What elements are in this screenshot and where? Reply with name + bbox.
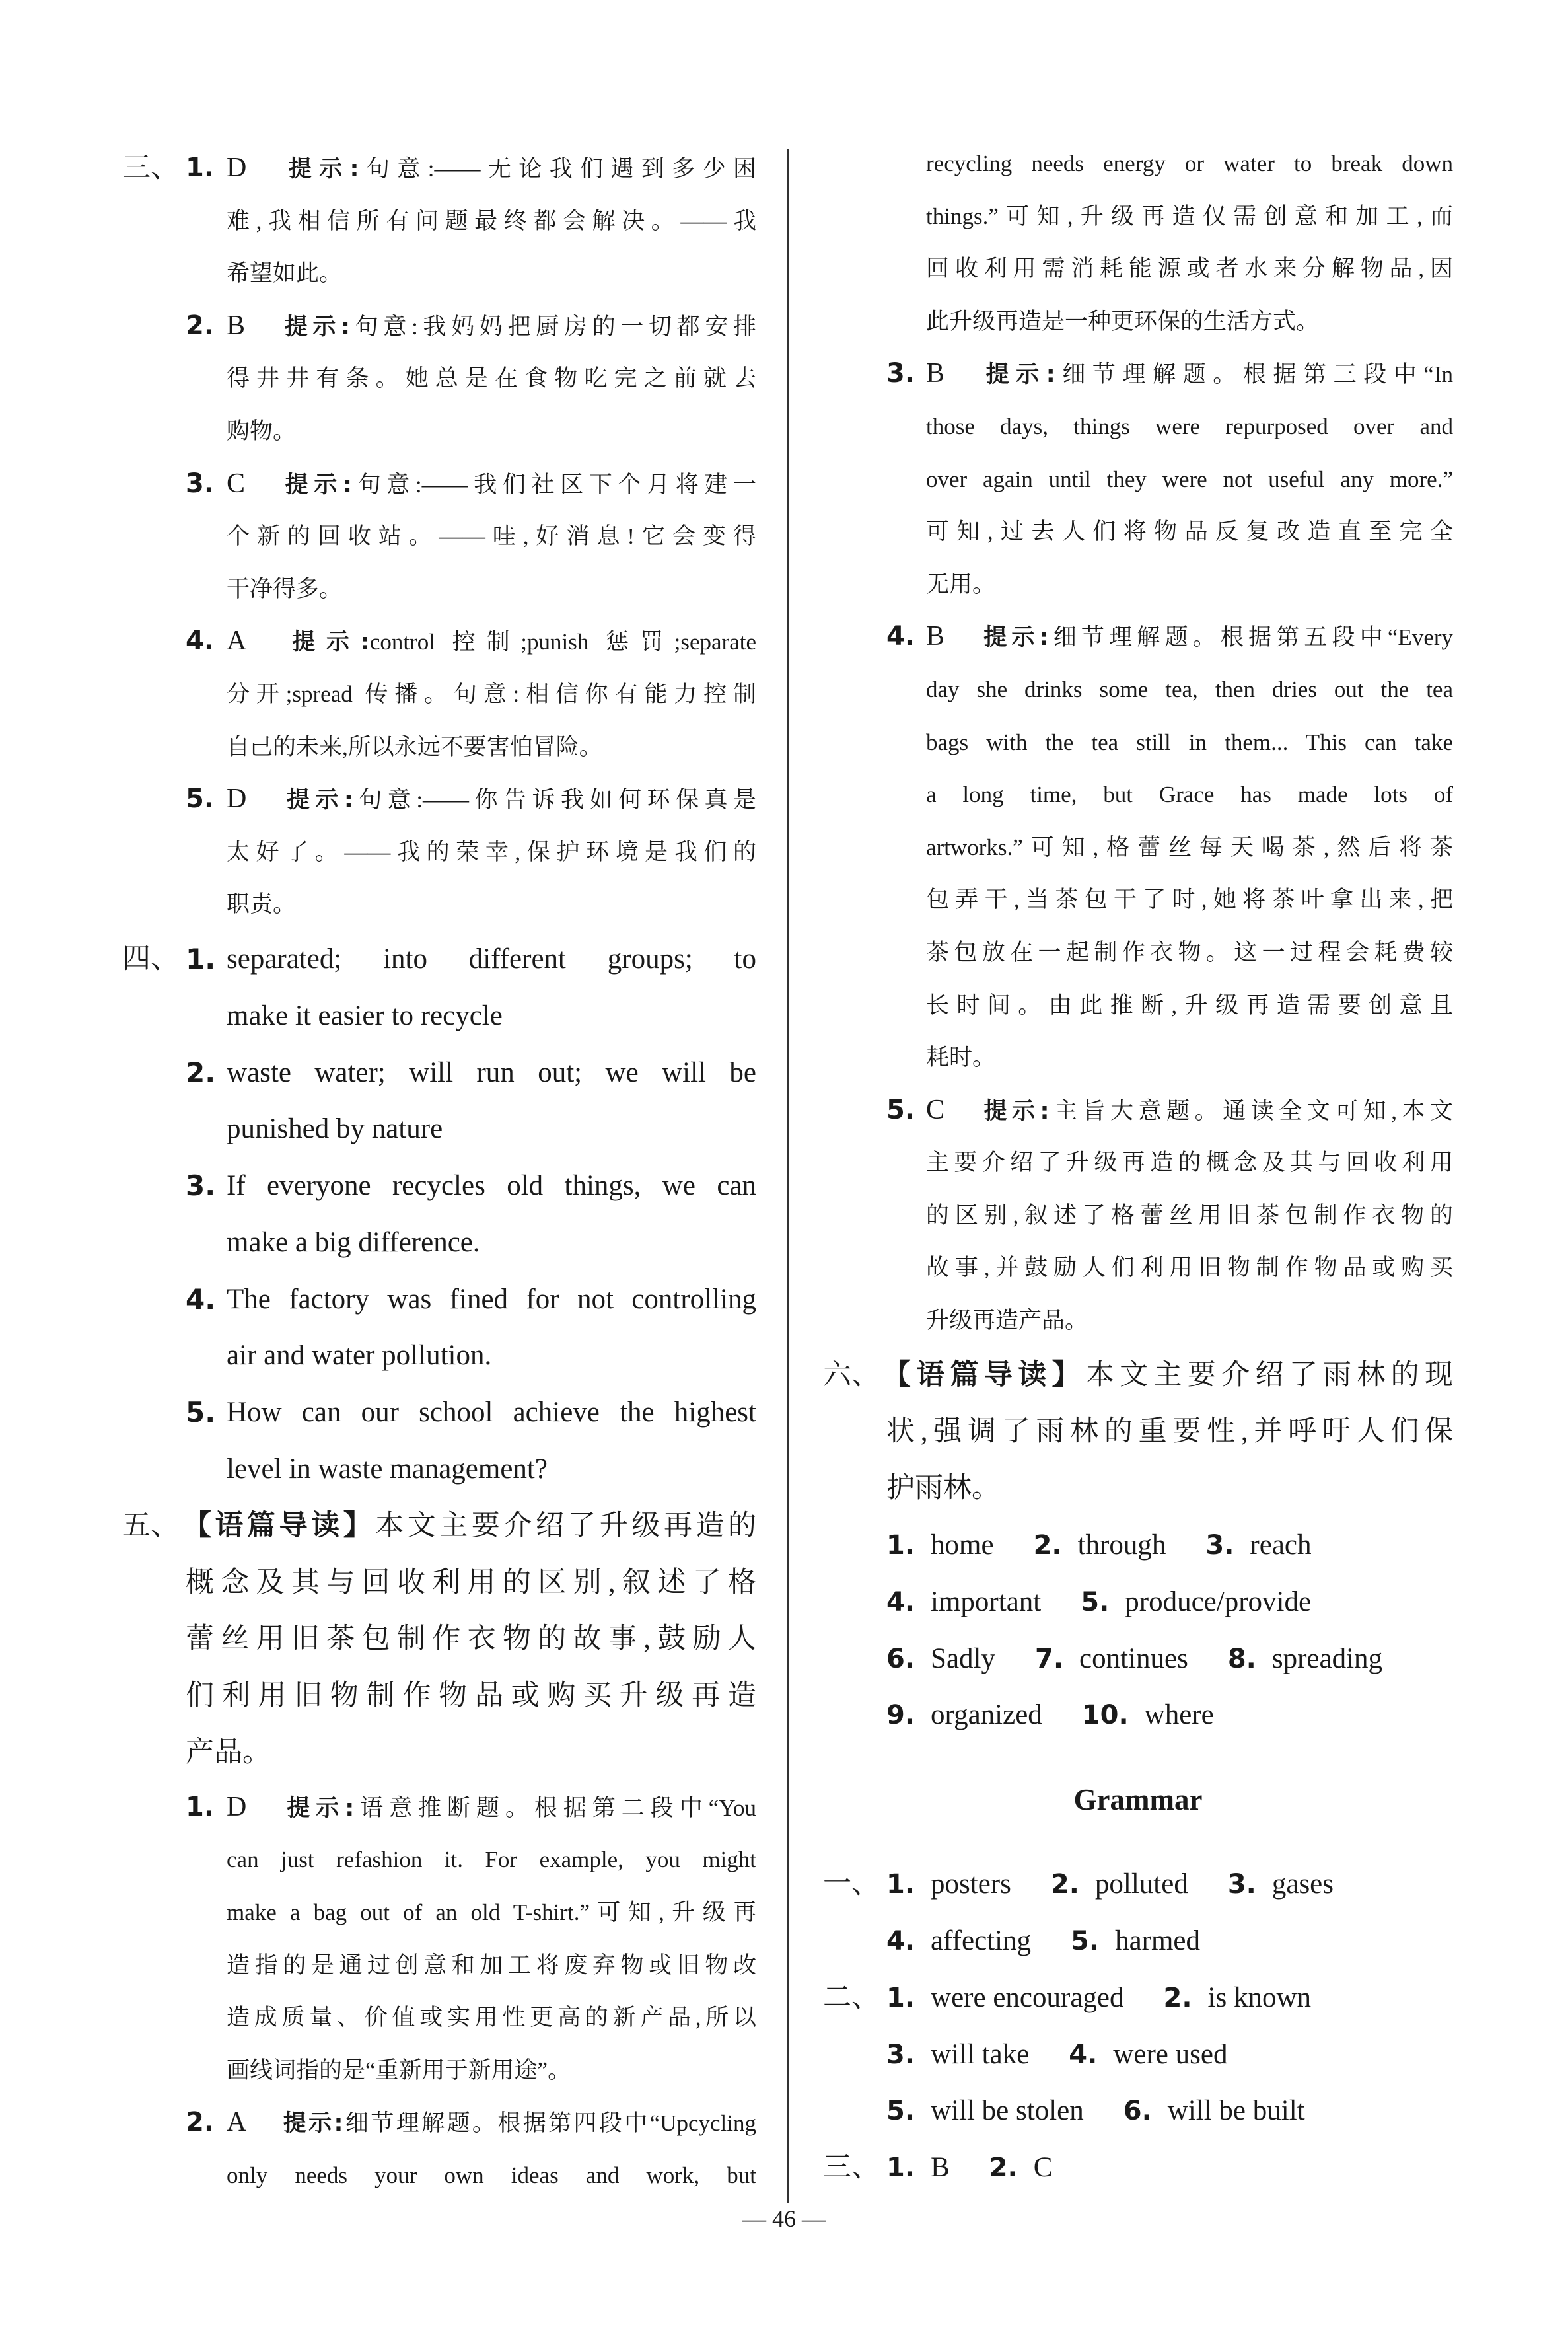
text-line (823, 400, 1453, 453)
answer-text: will be stolen (931, 2095, 1084, 2127)
answer-pair (1035, 1643, 1188, 1674)
answer-block (823, 1084, 1453, 1347)
text-line (122, 1886, 756, 1939)
page-number: — 46 — (742, 2205, 826, 2232)
text-line (122, 1441, 756, 1498)
line-text: day she drinks some tea, then dries out the tea (926, 676, 1453, 702)
text-line (122, 405, 756, 458)
text-line (122, 1158, 756, 1214)
text-line (122, 1724, 756, 1781)
answer-pair (1164, 1982, 1312, 2013)
answer-text: were encouraged (931, 1981, 1124, 2013)
line-text: things.”可知,升级再造仅需创意和加工,而 (926, 203, 1453, 229)
answer-pair (1051, 1868, 1188, 1900)
answer-pair (1228, 1643, 1382, 1674)
answer-pair (1034, 1530, 1166, 1561)
line-text: 故事,并鼓励人们利用旧物制作物品或购买 (926, 1255, 1453, 1281)
line-text: 造指的是通过创意和加工将废弃物或旧物改 (227, 1952, 756, 1978)
line-text: 句意:——你告诉我如何环保真是 (353, 787, 756, 813)
question-number: 3. (1205, 1530, 1234, 1561)
answer-row (823, 1517, 1453, 1574)
text-line (122, 1555, 756, 1611)
text-line (122, 878, 756, 931)
answer-letter: A (227, 626, 247, 657)
answer-pair (1069, 2039, 1227, 2070)
answer-text: is known (1207, 1981, 1312, 2013)
answer-pair (886, 1643, 995, 1674)
question-number: 6. (1123, 2096, 1152, 2127)
line-text: 个新的回收站。——哇,好消息!它会变得 (227, 523, 756, 550)
text-line (823, 558, 1453, 611)
section-marker: 六、 (823, 1359, 880, 1391)
question-number: 2. (1033, 1530, 1062, 1561)
answer-pair (886, 1530, 994, 1561)
question-number: 3. (186, 1169, 216, 1202)
answer-text: posters (931, 1868, 1011, 1900)
text-line (823, 663, 1453, 716)
text-line (122, 988, 756, 1045)
text-line (122, 931, 756, 988)
answer-block (122, 931, 756, 1045)
line-text: 概念及其与回收利用的区别,叙述了格 (186, 1567, 756, 1598)
text-line (823, 979, 1453, 1032)
text-line (122, 142, 756, 195)
answer-block (122, 458, 756, 616)
text-line (823, 453, 1453, 506)
question-number: 2. (989, 2153, 1018, 2184)
line-text: a long time, but Grace has made lots of (926, 782, 1453, 808)
line-text: 护雨林。 (886, 1473, 1000, 1504)
answer-block (823, 2139, 1453, 2196)
answer-block (122, 1384, 756, 1498)
answer-letter: C (227, 468, 246, 499)
answer-letter: D (227, 1791, 247, 1822)
text-line (122, 1045, 756, 1101)
text-line (823, 295, 1453, 348)
right-column (823, 137, 1453, 2196)
line-text: 自己的未来,所以永远不要害怕冒险。 (227, 733, 602, 760)
question-number: 4. (186, 1282, 216, 1315)
answer-pair (886, 2152, 950, 2183)
question-number: 3. (186, 468, 215, 499)
hint-label: 提示: (281, 1794, 355, 1822)
line-text: How can our school achieve the highest (227, 1397, 756, 1428)
line-text: 语意推断题。根据第二段中“You (354, 1794, 756, 1821)
answer-block (122, 1045, 756, 1158)
text-line (823, 610, 1453, 663)
question-number: 4. (886, 1926, 915, 1957)
answer-block (823, 1856, 1453, 1970)
text-line (122, 247, 756, 300)
text-line (122, 2096, 756, 2149)
answer-pair (886, 2039, 1029, 2070)
text-line (823, 1347, 1453, 1404)
line-text: 回收利用需消耗能源或者水来分解物品,因 (926, 256, 1453, 282)
text-line (122, 1101, 756, 1158)
text-line (823, 137, 1453, 190)
answer-pair (886, 1868, 1011, 1900)
text-line (823, 1031, 1453, 1084)
answer-text: were used (1113, 2038, 1228, 2070)
hint-label: 提示: (279, 313, 351, 340)
answer-text: C (1033, 2152, 1053, 2184)
line-text: 的区别,叙述了格蕾丝用旧茶包制作衣物的 (926, 1202, 1453, 1228)
text-line (823, 190, 1453, 243)
question-number: 5. (886, 1094, 915, 1125)
answer-pair (886, 1586, 1041, 1617)
line-text: make a bag out of an old T-shirt.”可知,升级再 (227, 1900, 756, 1926)
answer-row (823, 1856, 1453, 1913)
text-line (823, 1403, 1453, 1460)
question-number: 10. (1081, 1700, 1129, 1731)
answer-row (823, 1970, 1453, 2026)
answer-row (823, 2139, 1453, 2196)
answer-letter: D (227, 784, 247, 815)
answer-block (823, 137, 1453, 348)
line-text: 长时间。由此推断,升级再造需要创意且 (926, 992, 1453, 1018)
answer-text: polluted (1094, 1868, 1188, 1900)
hint-label: 提示: (281, 787, 353, 814)
answer-letter: B (227, 310, 246, 341)
text-line (122, 1327, 756, 1384)
text-line (122, 300, 756, 353)
text-line (122, 1991, 756, 2044)
line-text: 无用。 (926, 571, 996, 597)
answer-block (823, 1347, 1453, 1517)
text-line (823, 1189, 1453, 1242)
line-text: 本文主要介绍了雨林的现 (1085, 1359, 1453, 1391)
line-text: 难,我相信所有问题最终都会解决。——我 (227, 207, 756, 234)
line-text: recycling needs energy or water to break down (926, 151, 1453, 176)
text-line (122, 195, 756, 248)
question-number: 5. (1081, 1586, 1110, 1617)
answer-text: affecting (931, 1925, 1032, 1957)
hint-label: 提示: (979, 361, 1055, 388)
question-number: 3. (886, 358, 915, 389)
line-text: 得井井有条。她总是在食物吃完之前就去 (227, 365, 756, 392)
answer-row (823, 2083, 1453, 2139)
question-number: 2. (186, 310, 215, 341)
answer-row (823, 2026, 1453, 2083)
answer-block (122, 1271, 756, 1385)
line-text: level in waste management? (227, 1454, 548, 1485)
line-text: punished by nature (227, 1113, 443, 1145)
line-text: 耗时。 (926, 1045, 996, 1071)
question-number: 1. (186, 153, 215, 183)
line-text: If everyone recycles old things, we can (227, 1170, 756, 1202)
left-column (122, 142, 756, 2202)
hint-label: 提示: (281, 156, 359, 182)
line-text: 蕾丝用旧茶包制作衣物的故事,鼓励人 (186, 1623, 756, 1655)
question-number: 1. (886, 1982, 915, 2013)
question-number: 5. (886, 2096, 915, 2127)
answer-block (122, 142, 756, 300)
question-number: 6. (886, 1643, 915, 1674)
hint-label: 提示: (979, 1097, 1050, 1125)
answer-row (823, 1913, 1453, 1970)
text-line (122, 826, 756, 879)
text-line (823, 1241, 1453, 1294)
line-text: 状,强调了雨林的重要性,并呼吁人们保 (886, 1416, 1453, 1448)
text-line (122, 1271, 756, 1328)
text-line (823, 1460, 1453, 1517)
answer-text: where (1144, 1699, 1214, 1731)
question-number: 7. (1034, 1643, 1064, 1674)
text-line (122, 1781, 756, 1834)
answer-text: organized (931, 1699, 1042, 1731)
hint-label: 提示: (281, 629, 370, 656)
line-text: 画线词指的是“重新用于新用途”。 (227, 2057, 571, 2083)
answer-text: important (931, 1586, 1042, 1617)
question-number: 4. (186, 626, 215, 657)
answer-text: will take (931, 2038, 1030, 2070)
answer-block (122, 615, 756, 773)
answer-block (122, 1498, 756, 1781)
line-text: 分开;spread 传播。句意:相信你有能力控制 (227, 681, 756, 707)
answer-row (823, 1631, 1453, 1687)
answer-block (823, 610, 1453, 1084)
text-line (823, 821, 1453, 874)
line-text: 产品。 (186, 1737, 271, 1769)
line-text: can just refashion it. For example, you might (227, 1847, 756, 1873)
question-number: 5. (1071, 1926, 1100, 1957)
question-number: 8. (1227, 1643, 1256, 1674)
answer-pair (1205, 1530, 1311, 1561)
line-text: make it easier to recycle (227, 1000, 503, 1031)
text-line (823, 1136, 1453, 1189)
question-number: 1. (186, 942, 216, 975)
question-number: 1. (886, 1530, 915, 1561)
section-marker: 三、 (122, 153, 179, 184)
question-number: 2. (1163, 1982, 1192, 2013)
line-text: air and water pollution. (227, 1340, 492, 1372)
text-line (122, 563, 756, 616)
text-line (122, 1214, 756, 1271)
answer-pair (1123, 2095, 1305, 2126)
section-marker: 四、 (122, 943, 179, 975)
question-number: 4. (886, 1586, 915, 1617)
answer-letter: B (926, 621, 945, 652)
answer-block (823, 1517, 1453, 1744)
text-line (122, 1939, 756, 1992)
question-number: 3. (886, 2039, 915, 2070)
line-text: 句意:——我们社区下个月将建一 (351, 471, 756, 498)
text-line (122, 1668, 756, 1724)
text-line (122, 668, 756, 721)
line-text: 此升级再造是一种更环保的生活方式。 (926, 308, 1320, 334)
line-text: separated; into different groups; to (227, 943, 756, 975)
answer-text: gases (1271, 1868, 1334, 1900)
question-number: 1. (886, 2153, 915, 2184)
text-line (122, 2044, 756, 2097)
text-line (122, 1498, 756, 1555)
hint-label: 提示: (281, 2110, 343, 2137)
question-number: 2. (186, 2107, 215, 2138)
answer-letter: B (926, 358, 945, 389)
line-text: make a big difference. (227, 1226, 480, 1258)
section-heading: Grammar (1073, 1783, 1203, 1817)
text-line (823, 873, 1453, 926)
line-text: only needs your own ideas and work, but (227, 2162, 756, 2189)
line-text: bags with the tea still in them... This can take (926, 729, 1453, 755)
line-text: 茶包放在一起制作衣物。这一过程会耗费较 (926, 939, 1453, 965)
answer-text: will be built (1167, 2095, 1305, 2127)
answer-pair (1071, 1925, 1200, 1956)
text-line (823, 716, 1453, 769)
line-text: waste water; will run out; we will be (227, 1056, 756, 1088)
question-number: 9. (886, 1700, 915, 1731)
answer-block (122, 2096, 756, 2201)
line-text: 主要介绍了升级再造的概念及其与回收利用 (926, 1150, 1453, 1176)
question-number: 5. (186, 784, 215, 815)
line-text: 包弄干,当茶包干了时,她将茶叶拿出来,把 (926, 887, 1453, 913)
text-line (122, 352, 756, 405)
question-number: 5. (186, 1396, 216, 1429)
answer-text: Sadly (931, 1642, 995, 1674)
text-line (122, 510, 756, 563)
section-marker: 三、 (823, 2152, 880, 2184)
answer-text: continues (1079, 1642, 1188, 1674)
text-line (823, 768, 1453, 821)
line-text: control 控制;punish 惩罚;separate (369, 629, 756, 655)
line-text: 们利用旧物制作物品或购买升级再造 (186, 1680, 756, 1712)
passage-guide-tag: 【语篇导读】 (183, 1508, 376, 1542)
line-text: 本文主要介绍了升级再造的 (375, 1510, 756, 1541)
question-number: 3. (1227, 1869, 1256, 1900)
line-text: 主旨大意题。通读全文可知,本文 (1049, 1097, 1453, 1124)
line-text: 太好了。——我的荣幸,保护环境是我们的 (227, 838, 756, 865)
question-number: 2. (1050, 1869, 1079, 1900)
text-line (122, 615, 756, 668)
answer-text: B (931, 2152, 950, 2184)
answer-block (823, 1970, 1453, 2139)
section-marker: 二、 (823, 1981, 880, 2013)
text-line (823, 242, 1453, 295)
text-line (122, 2149, 756, 2202)
text-line (823, 505, 1453, 558)
answer-text: home (931, 1530, 994, 1561)
answer-block (823, 348, 1453, 610)
text-line (122, 721, 756, 774)
passage-guide-tag: 【语篇导读】 (882, 1358, 1086, 1391)
line-text: 造成质量、价值或实用性更高的新产品,所以 (227, 2005, 756, 2031)
line-text: 希望如此。 (227, 260, 343, 287)
answer-block (122, 773, 756, 931)
line-text: artworks.”可知,格蕾丝每天喝茶,然后将茶 (926, 834, 1453, 860)
answer-block (122, 300, 756, 458)
hint-label: 提示: (979, 624, 1049, 651)
line-text: 句意:我妈妈把厨房的一切都安排 (350, 313, 756, 340)
text-line (823, 926, 1453, 979)
question-number: 4. (1069, 2039, 1098, 2070)
text-line (122, 1833, 756, 1886)
answer-text: harmed (1115, 1925, 1201, 1957)
question-number: 2. (186, 1056, 216, 1089)
line-text: those days, things were repurposed over and (926, 413, 1453, 439)
line-text: 购物。 (227, 418, 297, 444)
answer-pair (886, 1982, 1124, 2013)
text-line (823, 1294, 1453, 1347)
answer-block (122, 1158, 756, 1271)
text-line (122, 1384, 756, 1441)
text-line (122, 1611, 756, 1668)
answer-pair (1228, 1868, 1334, 1900)
line-text: The factory was fined for not controlling (227, 1283, 756, 1315)
line-text: 可知,过去人们将物品反复改造直至完全 (926, 519, 1453, 545)
answer-letter: A (227, 2107, 247, 2138)
question-number: 4. (886, 621, 915, 652)
answer-text: spreading (1271, 1642, 1383, 1674)
line-text: over again until they were not useful any more.” (926, 466, 1453, 492)
text-line (823, 1084, 1453, 1137)
answer-pair (1082, 1699, 1214, 1730)
answer-letter: D (227, 153, 247, 183)
text-line (122, 773, 756, 826)
section-marker: 一、 (823, 1868, 880, 1900)
line-text: 干净得多。 (227, 575, 343, 602)
answer-text: produce/provide (1125, 1586, 1312, 1617)
answer-block (823, 1744, 1453, 1856)
line-text: 职责。 (227, 891, 297, 918)
text-line (122, 458, 756, 511)
line-text: 细节理解题。根据第五段中“Every (1048, 624, 1453, 651)
answer-text: through (1077, 1530, 1166, 1561)
answer-pair (886, 1925, 1031, 1956)
text-line (823, 348, 1453, 400)
answer-pair (886, 1699, 1042, 1730)
answer-letter: C (926, 1094, 945, 1125)
line-text: 句意:——无论我们遇到多少困 (359, 156, 756, 182)
line-text: 细节理解题。根据第四段中“Upcycling (343, 2110, 756, 2137)
question-number: 1. (886, 1869, 915, 1900)
hint-label: 提示: (279, 471, 352, 498)
answer-pair (886, 2095, 1084, 2126)
section-marker: 五、 (122, 1510, 179, 1541)
answer-row (823, 1574, 1453, 1631)
answer-row (823, 1687, 1453, 1744)
line-text: 升级再造产品。 (926, 1308, 1088, 1334)
answer-block (122, 1781, 756, 2097)
answer-pair (989, 2152, 1053, 2183)
line-text: 细节理解题。根据第三段中“In (1055, 361, 1453, 388)
answer-text: reach (1250, 1530, 1312, 1561)
answer-pair (1081, 1586, 1311, 1617)
question-number: 1. (186, 1791, 215, 1822)
column-divider (787, 149, 789, 2203)
